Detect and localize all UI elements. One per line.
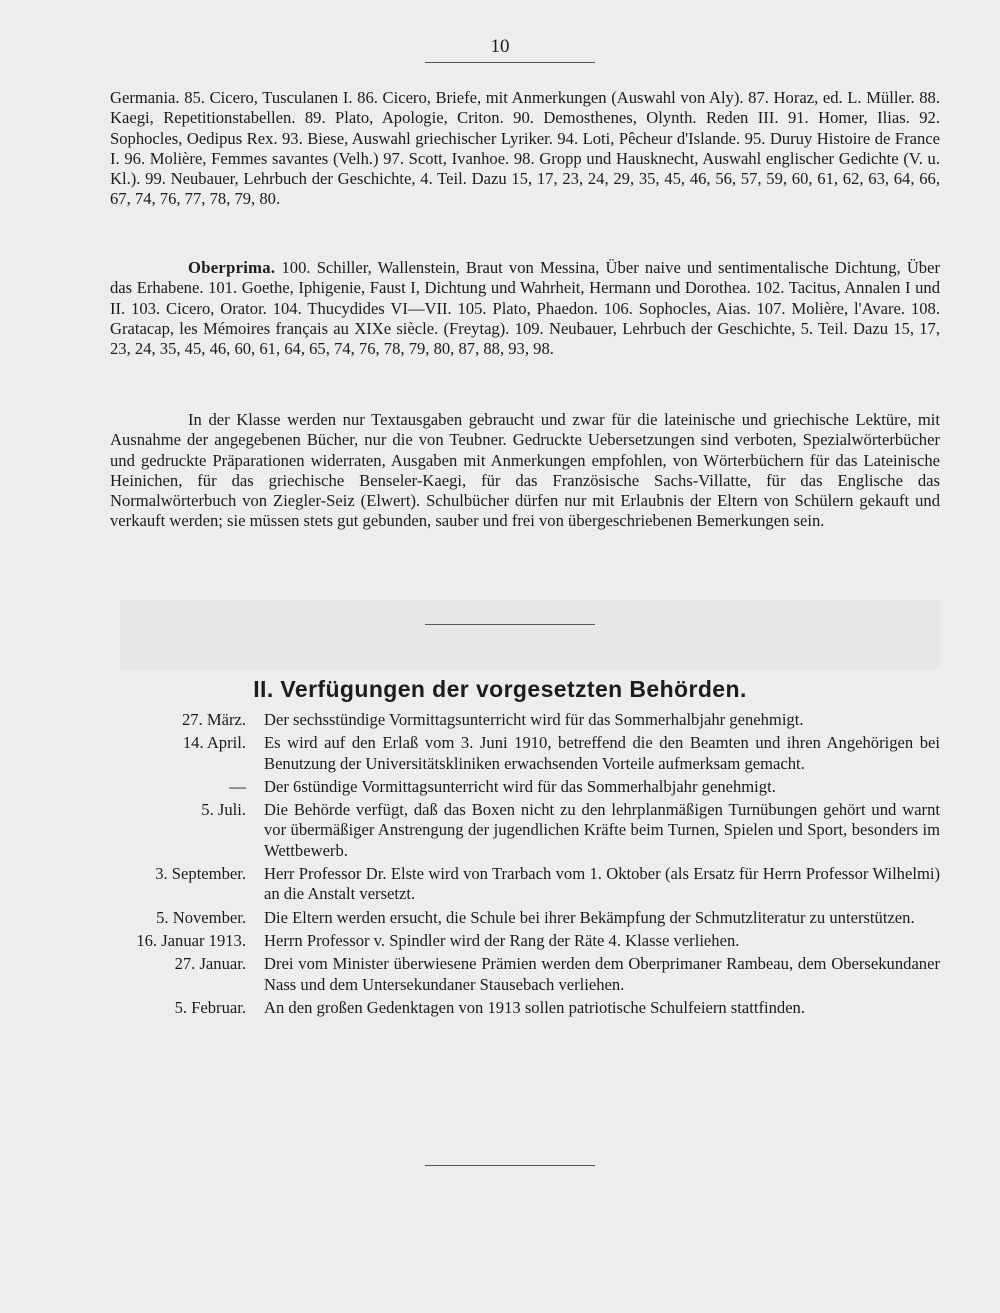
decree-text: Herrn Professor v. Spindler wird der Rang der Räte 4. Klasse verliehen.	[264, 930, 740, 950]
oberprima-heading: Oberprima.	[188, 258, 276, 277]
decree-entry	[100, 998, 940, 1018]
footer-rule	[425, 1165, 595, 1166]
decree-entry	[100, 800, 940, 861]
unterprima-book-list: Germania. 85. Cicero, Tusculanen I. 86. Cicero, Briefe, mit Anmerkungen (Auswahl von Aly). 87. Horaz, ed. L. Müller. 88. Kaegi, Repetitionstabellen. 89. Plato, Apologie, Criton. 90. Demosthenes, Olynth. Reden III. 91. Homer, Ilias. 92. Sophocles, Oedipus Rex. 93. Biese, Auswahl griechischer Lyriker. 94. Loti, Pêcheur d'Islande. 95. Duruy Histoire de France I. 96. Molière, Femmes savantes (Velh.) 97. Scott, Ivanhoe. 98. Gropp und Hausknecht, Auswahl englischer Gedichte (V. u. Kl.). 99. Neubauer, Lehrbuch der Geschichte, 4. Teil. Dazu 15, 17, 23, 24, 29, 35, 45, 46, 56, 57, 59, 60, 61, 62, 63, 64, 66, 67, 74, 76, 77, 78, 79, 80.	[110, 88, 940, 209]
decree-date: 5. Juli.	[201, 800, 246, 820]
decree-entry	[100, 931, 940, 951]
oberprima-text: 100. Schiller, Wallenstein, Braut von Messina, Über naive und sentimentalische Dichtung, Über das Erhabene. 101. Goethe, Iphigenie, Faust I, Dichtung und Wahrheit, Hermann und Dorothea. 102. Tacitus, Annalen I und II. 103. Cicero, Orator. 104. Thucydides VI—VII. 105. Plato, Phaedon. 106. Sophocles, Aias. 107. Molière, l'Avare. 108. Gratacap, les Mémoires français au XIXe siècle. (Freytag). 109. Neubauer, Lehrbuch der Geschichte, 5. Teil. Dazu 15, 17, 23, 24, 35, 45, 46, 60, 61, 64, 65, 74, 76, 78, 79, 80, 87, 88, 93, 98.	[110, 258, 940, 359]
decree-text: Herr Professor Dr. Elste wird von Trarbach vom 1. Oktober (als Ersatz für Herrn Professor Wilhelmi) an die Anstalt versetzt.	[264, 864, 940, 904]
section-divider-rule	[425, 624, 595, 625]
decree-date: 27. März.	[181, 710, 246, 729]
decree-text: Die Behörde verfügt, daß das Boxen nicht zu den lehrplanmäßigen Turnübungen gehört und warnt vor übermäßiger Anstrengung der jugendlichen Kräfte beim Turnen, Spielen und Sport, besonders im Wettbewerb.	[264, 800, 940, 860]
page-number: 10	[490, 36, 510, 57]
decree-text: Es wird auf den Erlaß vom 3. Juni 1910, betreffend die den Beamten und ihren Angehörigen bei Benutzung der Universitätskliniken erwachsenden Vorteile aufmerksam gemacht.	[264, 733, 940, 773]
decree-entry	[100, 777, 940, 797]
decree-date: 5. Februar.	[174, 997, 246, 1017]
decree-date: 5. November.	[156, 907, 246, 927]
decree-entry	[100, 864, 940, 905]
decree-entry	[100, 954, 940, 995]
decree-text: Der 6stündige Vormittagsunterricht wird für das Sommerhalbjahr genehmigt.	[264, 776, 776, 796]
oberprima-book-list	[110, 258, 940, 359]
decree-list	[100, 710, 940, 1021]
textausgaben-paragraph: In der Klasse werden nur Textausgaben gebraucht und zwar für die lateinische und griechische Lektüre, mit Ausnahme der angegebenen Bücher, nur die von Teubner. Gedruckte Uebersetzungen sind verboten, Spezialwörterbücher und gedruckte Präparationen widerraten, Ausgaben mit Anmerkungen empfohlen, von Wörterbüchern für das Lateinische Heinichen, für das griechische Benseler-Kaegi, für das Französische Sachs-Villatte, für das Englische das Normalwörterbuch von Ziegler-Seiz (Elwert). Schulbücher dürfen nur mit Erlaubnis der Eltern von Schülern gekauft und verkauft werden; sie müssen stets gut gebunden, sauber und frei von übergeschriebenen Bemerkungen sein.	[110, 410, 940, 531]
bleed-through-shadow	[120, 600, 940, 670]
decree-text: Drei vom Minister überwiesene Prämien werden dem Oberprimaner Rambeau, dem Obersekundaner Nass und dem Untersekundaner Stausebach verliehen.	[264, 954, 940, 994]
decree-date: 16. Januar 1913.	[136, 930, 246, 950]
decree-date: 3. September.	[155, 864, 246, 884]
section-title: II. Verfügungen der vorgesetzten Behörden.	[253, 676, 747, 702]
decree-text: Die Eltern werden ersucht, die Schule bei ihrer Bekämpfung der Schmutzliteratur zu unterstützen.	[264, 907, 915, 927]
decree-text: An den großen Gedenktagen von 1913 sollen patriotische Schulfeiern stattfinden.	[264, 997, 805, 1017]
decree-entry	[100, 733, 940, 774]
decree-text: Der sechsstündige Vormittagsunterricht wird für das Sommerhalbjahr genehmigt.	[264, 710, 804, 729]
decree-date: 14. April.	[182, 733, 246, 753]
decree-date: —	[229, 776, 246, 796]
decree-entry	[100, 710, 940, 730]
decree-entry	[100, 908, 940, 928]
header-rule	[425, 62, 595, 63]
decree-date: 27. Januar.	[174, 954, 246, 974]
